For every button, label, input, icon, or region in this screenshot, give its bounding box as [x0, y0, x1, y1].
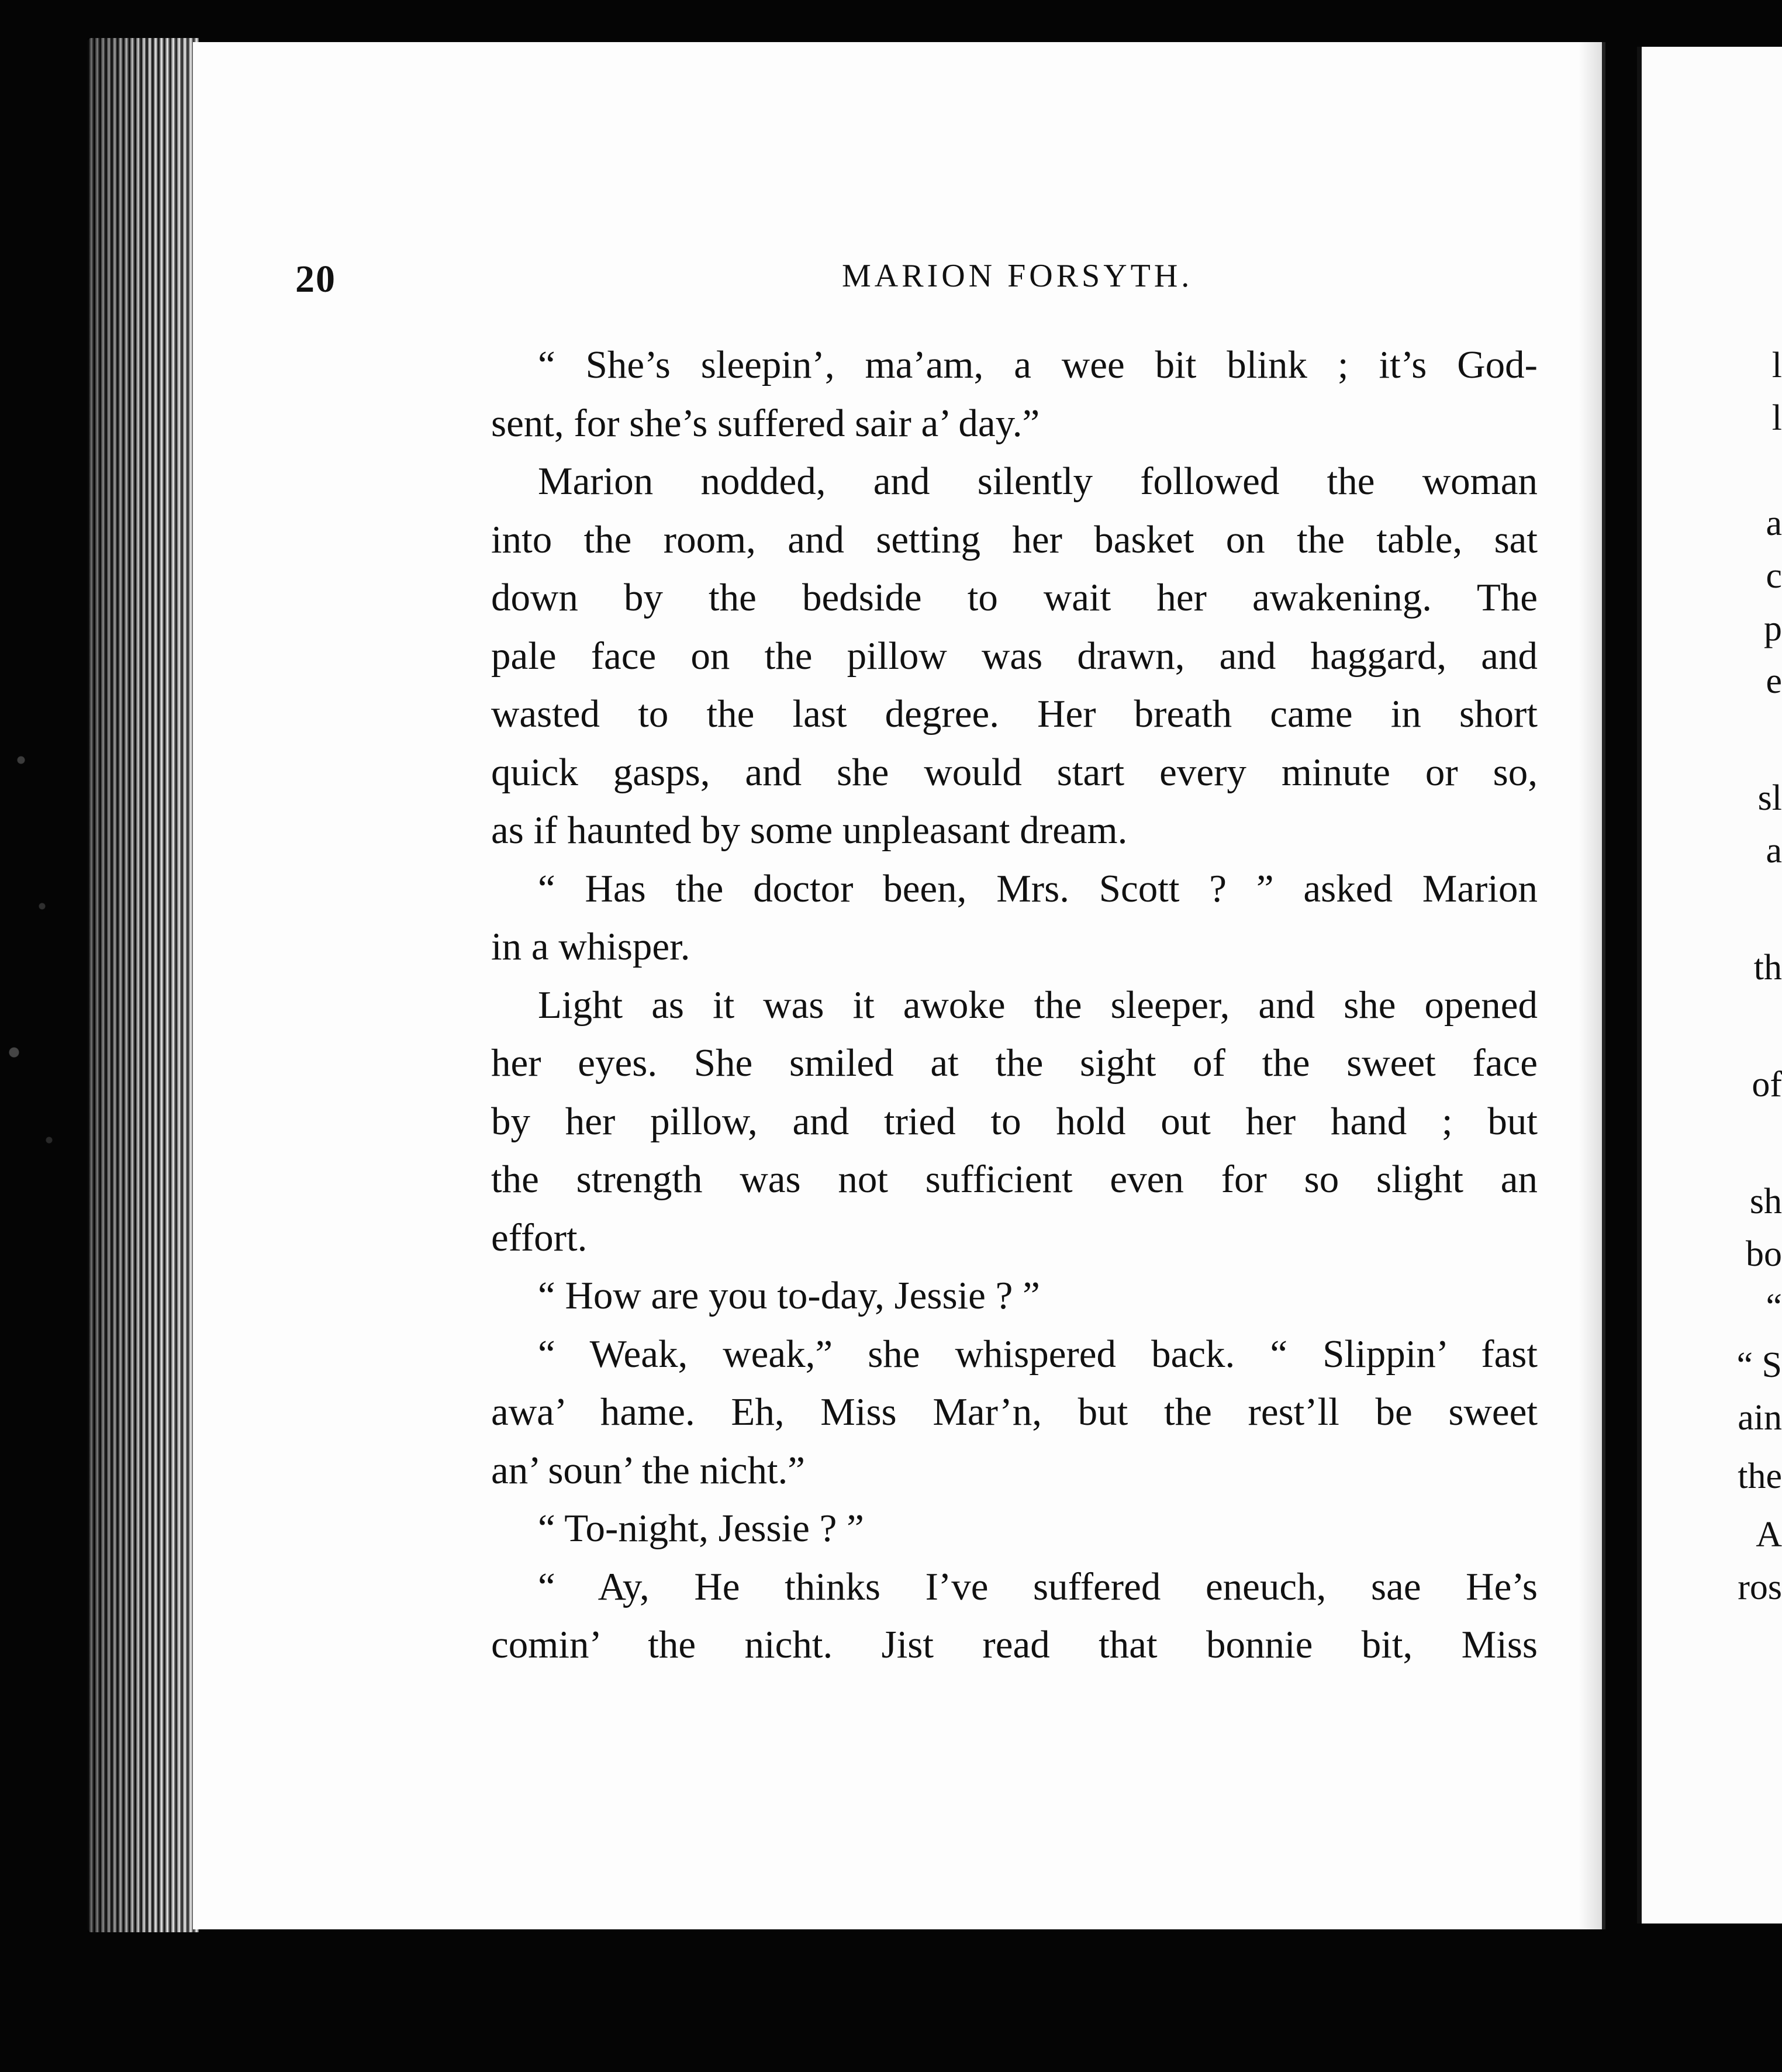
- text-line: wasted to the last degree. Her breath came in short: [491, 692, 1538, 735]
- facing-page-fragment: th: [1753, 948, 1782, 987]
- text-line: “ She’s sleepin’, ma’am, a wee bit blink ; it’s God-: [538, 343, 1538, 386]
- text-line: comin’ the nicht. Jist read that bonnie bit, Miss: [491, 1623, 1538, 1666]
- text-line: “ Weak, weak,” she whispered back. “ Slippin’ fast: [538, 1332, 1538, 1376]
- text-line: awa’ hame. Eh, Miss Mar’n, but the rest’ll be sweet: [491, 1390, 1538, 1434]
- facing-page-fragment: a: [1766, 831, 1782, 871]
- facing-page-fragment: c: [1766, 556, 1782, 596]
- right-page-fragment: [1637, 47, 1782, 1923]
- facing-page-fragment: sl: [1757, 778, 1782, 818]
- facing-page-fragment: “ S: [1736, 1345, 1782, 1385]
- page-number: 20: [295, 258, 336, 301]
- facing-page-fragment: bo: [1746, 1234, 1782, 1274]
- facing-page-fragment: l: [1771, 398, 1782, 438]
- text-line: “ Has the doctor been, Mrs. Scott ? ” asked Marion: [538, 866, 1538, 910]
- text-line: pale face on the pillow was drawn, and haggard, and: [491, 634, 1538, 678]
- text-line: in a whisper.: [491, 925, 690, 968]
- text-line: effort.: [491, 1215, 588, 1259]
- facing-page-fragment: the: [1738, 1456, 1782, 1496]
- facing-page-fragment: of: [1752, 1065, 1782, 1104]
- facing-page-fragment: ain: [1738, 1398, 1782, 1438]
- text-line: quick gasps, and she would start every minute or so,: [491, 750, 1538, 794]
- running-head: MARION FORSYTH.: [842, 258, 1193, 294]
- book-page-edges: [88, 38, 199, 1932]
- page-header: [295, 257, 1535, 310]
- facing-page-fragment: ros: [1738, 1567, 1782, 1607]
- text-line: “ Ay, He thinks I’ve suffered eneuch, sae He’s: [538, 1565, 1538, 1608]
- facing-page-fragment: A: [1756, 1515, 1782, 1555]
- facing-page-fragment: e: [1766, 661, 1782, 701]
- text-line: as if haunted by some unpleasant dream.: [491, 809, 1128, 852]
- text-line: the strength was not sufficient even for so slight an: [491, 1158, 1538, 1201]
- text-line: “ To-night, Jessie ? ”: [538, 1507, 864, 1550]
- body-text: [491, 336, 1538, 1674]
- text-line: an’ soun’ the nicht.”: [491, 1448, 806, 1492]
- text-line: down by the bedside to wait her awakening. The: [491, 576, 1538, 619]
- text-line: “ How are you to-day, Jessie ? ”: [538, 1274, 1040, 1317]
- text-line: by her pillow, and tried to hold out her hand ; but: [491, 1099, 1538, 1143]
- facing-page-fragment: l: [1771, 346, 1782, 385]
- gutter-shadow: [1579, 42, 1602, 1929]
- text-line: sent, for she’s suffered sair a’ day.”: [491, 401, 1040, 445]
- facing-page-fragment: sh: [1749, 1182, 1782, 1221]
- facing-page-fragment: “: [1766, 1287, 1782, 1327]
- text-line: her eyes. She smiled at the sight of the sweet face: [491, 1041, 1538, 1085]
- text-line: Light as it was it awoke the sleeper, and she opened: [538, 983, 1538, 1027]
- facing-page-fragment: a: [1766, 503, 1782, 543]
- text-line: Marion nodded, and silently followed the woman: [538, 460, 1538, 503]
- scan-noise: [0, 643, 70, 1228]
- text-line: into the room, and setting her basket on the table, sat: [491, 517, 1538, 561]
- facing-page-fragment: p: [1764, 609, 1782, 648]
